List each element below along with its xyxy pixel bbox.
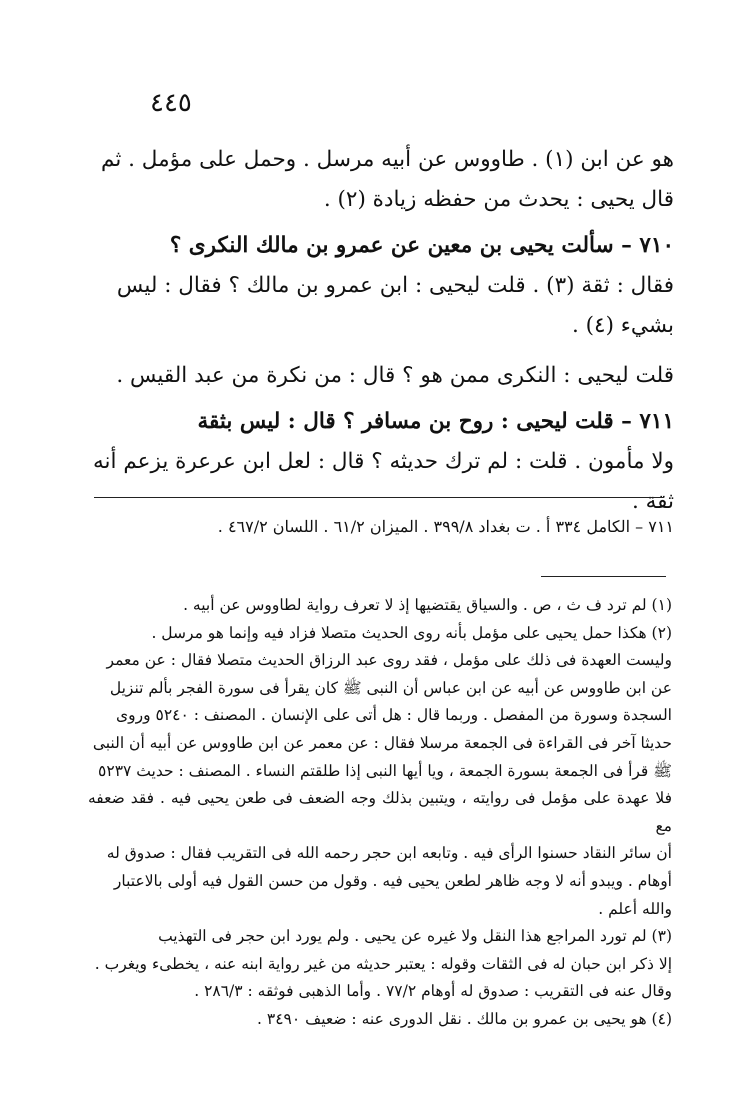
page-number: ٤٤٥: [150, 88, 192, 118]
main-line: فقال : ثقة (٣) . قلت ليحيى : ابن عمرو بن مالك ؟ فقال : ليس: [116, 273, 674, 298]
footnote-line: وليست العهدة فى ذلك على مؤمل ، فقد روى عبد الرزاق الحديث متصلا فقال : عن معمر: [106, 651, 672, 670]
main-line: ولا مأمون . قلت : لم ترك حديثه ؟ قال : لعل ابن عرعرة يزعم أنه ثقة .: [93, 449, 674, 514]
footnote-line: فلا عهدة على مؤمل فى روايته ، ويتبين بذلك وجه الضعف فى طعن يحيى فيه . فقد ضعفه مع: [88, 789, 672, 835]
footnote-line: (٣) لم تورد المراجع هذا النقل ولا غيره عن يحيى . ولم يورد ابن حجر فى التهذيب: [158, 927, 672, 946]
main-line: بشيء (٤) .: [571, 313, 674, 338]
footnote-line: أن سائر النقاد حسنوا الرأى فيه . وتابعه ابن حجر رحمه الله فى التقريب فقال : صدوق له: [106, 844, 672, 863]
footnote-divider: [541, 576, 666, 577]
footnote-line: وقال عنه فى التقريب : صدوق له أوهام ٧٧/٢ . وأما الذهبى فوثقه : ٢٨٦/٣ .: [194, 982, 672, 1001]
footnote-line: إلا ذكر ابن حبان له فى الثقات وقوله : يعتبر حديثه من غير رواية ابنه عنه ، يخطىء ويغرب .: [94, 954, 672, 973]
entry-711-line: ٧١١ – قلت ليحيى : روح بن مسافر ؟ قال : ليس بثقة: [197, 409, 674, 434]
footnotes: [88, 592, 672, 1034]
reference-divider: [94, 497, 664, 498]
footnote-line: حديثا آخر فى القراءة فى الجمعة مرسلا فقال : عن معمر عن ابن طاووس عن أبيه أن النبى: [92, 733, 672, 752]
footnote-line: أوهام . ويبدو أنه لا وجه ظاهر لطعن يحيى فيه . وقول من حسن القول فيه أولى بالاعتبار: [113, 871, 672, 890]
footnote-line: (١) لم ترد ف ث ، ص . والسياق يقتضيها إذ لا تعرف رواية لطاووس عن أبيه .: [183, 596, 672, 614]
reference-note: ٧١١ – الكامل ٣٣٤ أ . ت بغداد ٣٩٩/٨ . الميزان ٦١/٢ . اللسان ٤٦٧/٢ .: [217, 517, 674, 536]
footnote-line: (٤) هو يحيى بن عمرو بن مالك . نقل الدورى عنه : ضعيف ٣٤٩٠ .: [257, 1009, 672, 1028]
main-line: هو عن ابن (١) . طاووس عن أبيه مرسل . وحمل على مؤمل . ثم: [101, 147, 674, 172]
footnote-line: عن ابن طاووس عن أبيه عن ابن عباس أن النبى ﷺ كان يقرأ فى سورة الفجر بألم تنزيل: [109, 678, 672, 697]
main-line: قال يحيى : يحدث من حفظه زيادة (٢) .: [323, 187, 674, 212]
footnote-line: ﷺ قرأ فى الجمعة بسورة الجمعة ، ويا أيها النبى إذا طلقتم النساء . المصنف : حديث ٥٢٣٧: [98, 761, 672, 780]
footnote-line: والله أعلم .: [598, 899, 672, 918]
entry-710-line: ٧١٠ – سألت يحيى بن معين عن عمرو بن مالك النكرى ؟: [169, 233, 674, 258]
main-line: قلت ليحيى : النكرى ممن هو ؟ قال : من نكرة من عبد القيس .: [116, 363, 674, 388]
footnote-line: السجدة وسورة من المفصل . وربما قال : هل أتى على الإنسان . المصنف : ٥٢٤٠ وروى: [115, 706, 672, 725]
main-text: [78, 140, 674, 522]
footnote-line: (٢) هكذا حمل يحيى على مؤمل بأنه روى الحديث متصلا فزاد فيه وإنما هو مرسل .: [151, 623, 672, 642]
